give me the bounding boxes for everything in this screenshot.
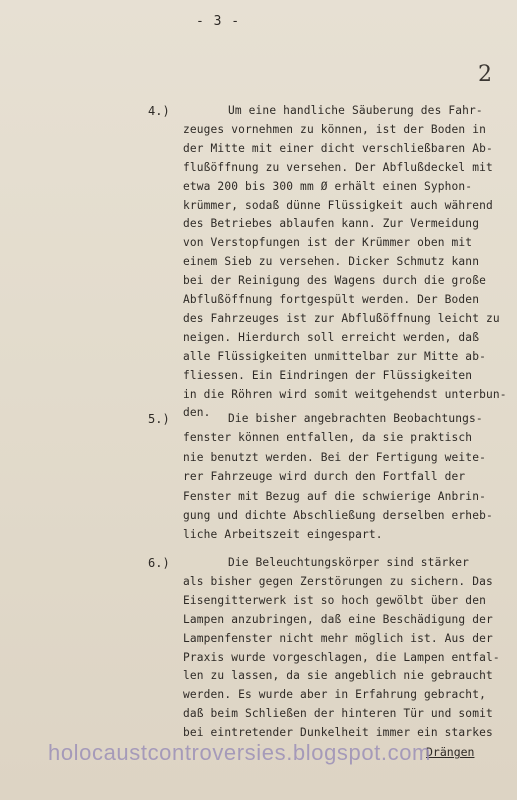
section-number: 5.) (148, 412, 170, 426)
watermark-text: holocaustcontroversies.blogspot.com (48, 740, 431, 765)
text-line: Praxis wurde vorgeschlagen, die Lampen entfal- (183, 650, 500, 664)
catchword: Drängen (426, 745, 475, 759)
text-line: rer Fahrzeuge wird durch den Fortfall der (183, 470, 466, 484)
text-line: len zu lassen, da sie angeblich nie gebraucht (183, 669, 493, 683)
text-line: Abflußöffnung fortgespült werden. Der Boden (183, 293, 480, 306)
text-line: des Betriebes ablaufen kann. Zur Vermeidung (183, 217, 480, 231)
handwritten-page-number: 2 (478, 62, 492, 87)
text-line: gung und dichte Abschließung derselben erheb- (183, 509, 493, 522)
section-number: 4.) (148, 104, 170, 118)
text-line: Lampenfenster nicht mehr möglich ist. Aus der (183, 631, 493, 645)
text-line: fenster können entfallen, da sie praktisch (183, 431, 473, 445)
text-line: neigen. Hierdurch soll erreicht werden, daß (183, 330, 480, 344)
text-line: der Mitte mit einer dicht verschließbaren Ab- (183, 141, 493, 155)
text-line: in die Röhren wird somit weitgehendst unterbun- (183, 387, 507, 401)
text-line: als bisher gegen Zerstörungen zu sichern. Das (183, 574, 493, 588)
text-line: Die bisher angebrachten Beobachtungs- (228, 412, 483, 425)
text-line: Eisengitterwerk ist so hoch gewölbt über den (183, 593, 486, 607)
text-line: alle Flüssigkeiten unmittelbar zur Mitte ab- (183, 349, 486, 363)
text-line: des Fahrzeuges ist zur Abflußöffnung leicht zu (183, 311, 500, 325)
text-line: Die Beleuchtungskörper sind stärker (228, 556, 469, 569)
text-line: Lampen anzubringen, daß eine Beschädigung der (183, 612, 493, 626)
text-line: von Verstopfungen ist der Krümmer oben mit (183, 236, 473, 250)
text-line: Um eine handliche Säuberung des Fahr- (228, 104, 483, 117)
text-line: bei der Reinigung des Wagens durch die große (183, 274, 486, 288)
text-line: den. (183, 406, 211, 420)
text-line: liche Arbeitszeit eingespart. (183, 528, 383, 542)
text-line: Fenster mit Bezug auf die schwierige Anbrin- (183, 489, 486, 503)
text-line: flußöffnung zu versehen. Der Abflußdeckel mit (183, 160, 493, 174)
text-line: nie benutzt werden. Bei der Fertigung weite- (183, 450, 486, 464)
text-line: einem Sieb zu versehen. Dicker Schmutz kann (183, 255, 480, 269)
text-line: werden. Es wurde aber in Erfahrung gebracht, (183, 688, 486, 702)
text-line: bei eintretender Dunkelheit immer ein starkes (183, 726, 493, 740)
text-line: etwa 200 bis 300 mm Ø erhält einen Syphon- (183, 179, 473, 193)
text-line: zeuges vornehmen zu können, ist der Boden in (183, 122, 486, 136)
text-line: daß beim Schließen der hinteren Tür und somit (183, 707, 493, 721)
section-number: 6.) (148, 556, 170, 570)
text-line: krümmer, sodaß dünne Flüssigkeit auch während (183, 198, 493, 212)
page-number: - 3 - (196, 14, 241, 29)
text-line: fliessen. Ein Eindringen der Flüssigkeiten (183, 368, 473, 382)
